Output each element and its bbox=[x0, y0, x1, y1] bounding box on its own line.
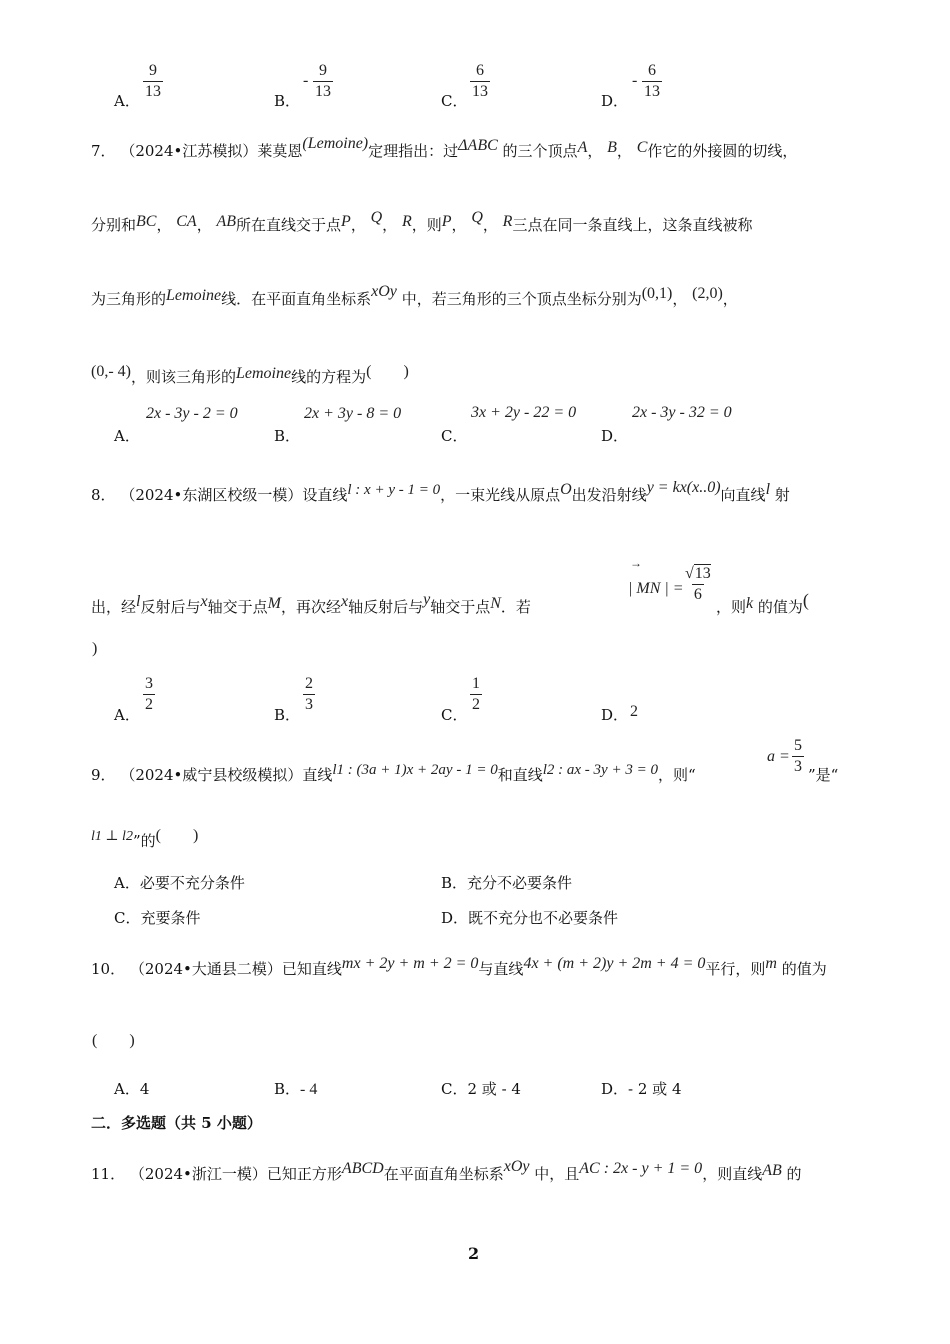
q6-option-a-label: A． bbox=[114, 92, 140, 110]
q7-lemoine-paren: (Lemoine) bbox=[302, 135, 369, 152]
q11-ab: AB bbox=[762, 1162, 782, 1179]
q7-text: ，则该三角形的 bbox=[130, 368, 236, 386]
q8-mn-fraction: $\frac{√13}{6}$ bbox=[685, 565, 711, 603]
q10-text: 的值为 bbox=[781, 960, 827, 978]
q8-text: ，则 bbox=[716, 598, 747, 616]
q10-line-1-equation: mx + 2y + m + 2 = 0 bbox=[341, 955, 479, 972]
q10-line-2-equation: 4x + (m + 2)y + 2m + 4 = 0 bbox=[523, 955, 706, 972]
q7-text: 线的方程为 bbox=[291, 368, 367, 386]
q8-text: 轴反射后与 bbox=[348, 598, 424, 616]
q10-source: （2024•大通县二模） bbox=[129, 960, 282, 978]
q7-point-q: Q bbox=[370, 209, 383, 226]
question-11 bbox=[91, 1158, 802, 1184]
q6-option-b-fraction: $\frac{9}{13}$ bbox=[315, 62, 331, 100]
q7-xoy: xOy bbox=[371, 283, 397, 300]
q8-mn-modulus: | MN | = bbox=[628, 580, 684, 597]
q8-axis-y: y bbox=[423, 591, 431, 608]
q7-text: 莱莫恩 bbox=[257, 142, 303, 160]
q8-option-c-label: C． bbox=[441, 706, 468, 724]
q7-option-a-label: A． bbox=[114, 427, 140, 445]
q7-option-a-expr: 2x - 3y - 2 = 0 bbox=[146, 405, 238, 422]
q7-seg-ca: CA bbox=[176, 213, 197, 230]
q10-answer-paren: ( ) bbox=[92, 1032, 135, 1049]
q7-line-1: 7． （2024•江苏模拟）莱莫恩(Lemoine)定理指出：过ΔABC 的三个顶点A， B， C作它的外接圆的切线， bbox=[91, 135, 798, 160]
q11-text: 中，且 bbox=[534, 1165, 580, 1183]
q8-text: 出发沿射线 bbox=[571, 486, 647, 504]
q7-line-4 bbox=[91, 364, 409, 387]
q9-text: ”的 bbox=[132, 832, 156, 850]
q7-seg-ab: AB bbox=[216, 213, 237, 230]
q7-text: 线．在平面直角坐标系 bbox=[221, 290, 372, 308]
q9-option-b: B．充分不必要条件 bbox=[441, 874, 573, 892]
q9-line-1 bbox=[91, 764, 696, 785]
q7-point-a: A bbox=[577, 139, 588, 156]
q7-line-2: 分别和BC， CA， AB所在直线交于点P， Q， R，则P， Q， R三点在同一条直线上，这条直线被称 bbox=[91, 209, 753, 234]
q7-point-b: B bbox=[607, 139, 617, 156]
q10-m: m bbox=[765, 955, 777, 972]
q9-text: ”是“ bbox=[808, 766, 839, 784]
q7-text: 为三角形的 bbox=[91, 290, 167, 308]
q8-text: 向直线 bbox=[720, 486, 766, 504]
q10-text: 与直线 bbox=[478, 960, 524, 978]
q11-source: （2024•浙江一模） bbox=[129, 1165, 267, 1183]
q10-option-b: B．- 4 bbox=[274, 1080, 318, 1098]
q7-point-c: C bbox=[636, 139, 648, 156]
q8-text: 设直线 bbox=[302, 486, 348, 504]
q9-text: 和直线 bbox=[497, 766, 543, 784]
q8-option-a-label: A． bbox=[114, 706, 140, 724]
q6-option-b-sign: - bbox=[303, 72, 309, 89]
q7-text: 中，若三角形的三个顶点坐标分别为 bbox=[401, 290, 642, 308]
q8-text: ，再次经 bbox=[280, 598, 341, 616]
q9-answer-paren: ( ) bbox=[155, 827, 199, 844]
q9-number: 9． bbox=[91, 766, 116, 784]
q8-option-b-label: B． bbox=[274, 706, 301, 724]
q11-text: 已知正方形 bbox=[266, 1165, 342, 1183]
q10-option-a: A．4 bbox=[114, 1080, 150, 1098]
q7-option-b-label: B． bbox=[274, 427, 301, 445]
q9-line-2 bbox=[91, 828, 198, 851]
q8-option-d-label: D． bbox=[601, 706, 629, 724]
page-number: 2 bbox=[468, 1244, 480, 1263]
q7-text: 定理指出：过 bbox=[368, 142, 459, 160]
q8-number: 8． bbox=[91, 486, 116, 504]
q8-text: 轴交于点 bbox=[207, 598, 268, 616]
section-heading-multiple-choice: 二．多选题（共 5 小题） bbox=[91, 1114, 262, 1132]
q9-a-fraction: $\frac{5}{3}$ bbox=[794, 737, 802, 775]
q8-line-2-tail bbox=[716, 590, 809, 617]
q8-text: 出，经 bbox=[91, 598, 137, 616]
q11-text: ，则直线 bbox=[702, 1165, 763, 1183]
q8-text: ．若 bbox=[500, 598, 531, 616]
q10-number: 10． bbox=[91, 960, 126, 978]
q7-text: 作它的外接圆的切线， bbox=[647, 142, 798, 160]
q9-option-c: C．充要条件 bbox=[114, 909, 201, 927]
q7-point-r: R bbox=[401, 213, 412, 230]
q8-text: 反射后与 bbox=[140, 598, 201, 616]
q8-option-c-fraction: $\frac{1}{2}$ bbox=[472, 675, 480, 713]
q8-k: k bbox=[746, 595, 754, 612]
q7-point-q: Q bbox=[471, 209, 483, 226]
q7-source: （2024•江苏模拟） bbox=[120, 142, 258, 160]
q11-square: ABCD bbox=[341, 1160, 384, 1177]
q8-option-d-value: 2 bbox=[630, 703, 638, 720]
q8-axis-x: x bbox=[200, 593, 208, 610]
q7-text: 的三个顶点 bbox=[502, 142, 578, 160]
q7-point-p: P bbox=[441, 213, 452, 230]
q9-option-a: A．必要不充分条件 bbox=[114, 874, 245, 892]
q8-ray-equation: y = kx(x..0) bbox=[646, 479, 721, 496]
q7-text: ，则 bbox=[411, 216, 442, 234]
q11-text: 在平面直角坐标系 bbox=[383, 1165, 504, 1183]
q7-option-c-label: C． bbox=[441, 427, 468, 445]
q7-option-d-expr: 2x - 3y - 32 = 0 bbox=[632, 404, 732, 421]
q7-point-r: R bbox=[502, 213, 513, 230]
q7-text: 三点在同一条直线上，这条直线被称 bbox=[512, 216, 753, 234]
q8-text: 的值为 bbox=[757, 598, 803, 616]
q8-origin: O bbox=[560, 481, 572, 498]
q7-number: 7． bbox=[91, 142, 116, 160]
q8-text: ，一束光线从原点 bbox=[440, 486, 561, 504]
q10-option-c: C．2 或 - 4 bbox=[441, 1080, 521, 1098]
q9-line-l2: l2 : ax - 3y + 3 = 0 bbox=[542, 762, 658, 778]
q6-option-a-fraction: $\frac{9}{13}$ bbox=[145, 62, 161, 100]
q8-text: 射 bbox=[774, 486, 790, 504]
q8-source: （2024•东湖区校级一模） bbox=[120, 486, 303, 504]
q8-line-equation: l : x + y - 1 = 0 bbox=[347, 482, 441, 498]
q8-line-2 bbox=[91, 591, 531, 617]
q7-triangle: ΔABC bbox=[458, 137, 498, 154]
q11-ac-equation: AC : 2x - y + 1 = 0 bbox=[579, 1160, 703, 1177]
q7-point-p: P bbox=[341, 213, 351, 230]
q7-answer-paren: ( ) bbox=[366, 363, 409, 380]
q7-vertex-3: (0,- 4) bbox=[91, 363, 131, 380]
q11-xoy: xOy bbox=[503, 1158, 530, 1175]
q8-point-n: N bbox=[490, 595, 501, 612]
q9-line-l1: l1 : (3a + 1)x + 2ay - 1 = 0 bbox=[332, 762, 498, 778]
q10-option-d: D．- 2 或 4 bbox=[601, 1080, 682, 1098]
q6-option-b-label: B． bbox=[274, 92, 301, 110]
q7-lemoine: Lemoine bbox=[236, 365, 292, 382]
q7-option-d-label: D． bbox=[601, 427, 629, 445]
q11-number: 11． bbox=[91, 1165, 126, 1183]
q11-text: 的 bbox=[786, 1165, 802, 1183]
q8-vector-arrow: → bbox=[630, 556, 642, 570]
q6-option-d-sign: - bbox=[632, 72, 638, 89]
q7-seg-bc: BC bbox=[136, 213, 157, 230]
q7-vertex-2: (2,0) bbox=[692, 285, 723, 302]
q10-text: 已知直线 bbox=[281, 960, 342, 978]
q7-text: 所在直线交于点 bbox=[236, 216, 342, 234]
q6-option-c-fraction: $\frac{6}{13}$ bbox=[472, 62, 488, 100]
q7-vertex-1: (0,1) bbox=[641, 285, 673, 302]
q8-option-a-fraction: $\frac{3}{2}$ bbox=[145, 675, 153, 713]
q9-a-equals: a = bbox=[767, 748, 790, 765]
q7-lemoine: Lemoine bbox=[166, 287, 222, 304]
q8-line-l: l bbox=[765, 481, 771, 498]
q7-option-c-expr: 3x + 2y - 22 = 0 bbox=[471, 404, 577, 421]
q8-paren-open: ( bbox=[802, 590, 809, 610]
q8-line-l: l bbox=[136, 593, 141, 610]
q9-source: （2024•威宁县校级模拟） bbox=[120, 766, 303, 784]
q10-text: 平行，则 bbox=[705, 960, 766, 978]
q10-line-1 bbox=[91, 955, 827, 979]
q8-option-b-fraction: $\frac{2}{3}$ bbox=[305, 675, 313, 713]
q8-axis-x: x bbox=[340, 593, 349, 610]
q6-option-c-label: C． bbox=[441, 92, 468, 110]
q7-text: 分别和 bbox=[91, 216, 137, 234]
q6-option-d-label: D． bbox=[601, 92, 629, 110]
q9-option-d: D．既不充分也不必要条件 bbox=[441, 909, 619, 927]
q9-text: ，则“ bbox=[657, 766, 696, 784]
q8-paren-close: ) bbox=[92, 640, 98, 657]
q9-perpendicular: l1 ⊥ l2 bbox=[91, 829, 133, 844]
q6-option-d-fraction: $\frac{6}{13}$ bbox=[644, 62, 660, 100]
q7-line-3: 为三角形的Lemoine线．在平面直角坐标系xOy 中，若三角形的三个顶点坐标分别为(0,1)， (2,0)， bbox=[91, 283, 738, 308]
q9-text: 直线 bbox=[302, 766, 333, 784]
q8-point-m: M bbox=[267, 595, 281, 612]
q8-text: 轴交于点 bbox=[430, 598, 491, 616]
q8-line-1 bbox=[91, 479, 790, 505]
q7-option-b-expr: 2x + 3y - 8 = 0 bbox=[304, 405, 402, 422]
